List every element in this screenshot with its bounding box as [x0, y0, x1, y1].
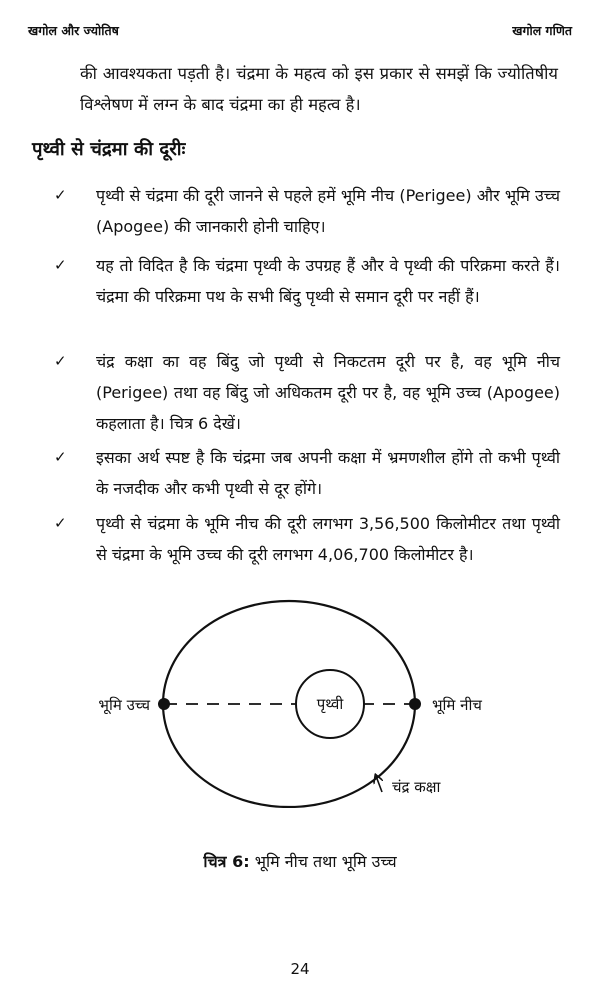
header-chapter-title: खगोल गणित	[512, 23, 572, 38]
list-item	[54, 180, 560, 242]
section-title: पृथ्वी से चंद्रमा की दूरीः	[32, 139, 186, 160]
check-icon: ✓	[54, 352, 67, 370]
orbit-diagram	[0, 588, 600, 808]
check-icon: ✓	[54, 448, 67, 466]
earth-label: पृथ्वी	[316, 695, 344, 713]
list-item	[54, 250, 560, 312]
list-item-text: पृथ्वी से चंद्रमा के भूमि नीच की दूरी लगभग 3,56,500 किलोमीटर तथा पृथ्वी से चंद्रमा के भूमि उच्च की दूरी लगभग 4,06,700 किलोमीटर है।	[96, 514, 560, 564]
apogee-label: भूमि उच्च	[98, 696, 150, 714]
perigee-label: भूमि नीच	[432, 696, 482, 714]
list-item	[54, 346, 560, 439]
list-item	[54, 442, 560, 504]
moon-orbit	[163, 601, 415, 807]
apogee-point	[158, 698, 170, 710]
list-item	[54, 508, 560, 570]
figure-caption-text: भूमि नीच तथा भूमि उच्च	[249, 852, 397, 871]
orbit-label: चंद्र कक्षा	[392, 778, 441, 796]
list-item-text: इसका अर्थ स्पष्ट है कि चंद्रमा जब अपनी कक्षा में भ्रमणशील होंगे तो कभी पृथ्वी के नजदीक और कभी पृथ्वी से दूर होंगे।	[96, 448, 560, 498]
header-book-title: खगोल और ज्योतिष	[28, 23, 119, 38]
check-icon: ✓	[54, 186, 67, 204]
figure-caption	[0, 850, 600, 872]
orbit-diagram-svg	[0, 588, 600, 808]
list-item-text: यह तो विदित है कि चंद्रमा पृथ्वी के उपग्रह हैं और वे पृथ्वी की परिक्रमा करते हैं। चंद्रमा की परिक्रमा पथ के सभी बिंदु पृथ्वी से समान दूरी पर नहीं हैं।	[96, 256, 560, 306]
perigee-point	[409, 698, 421, 710]
page-number: 24	[290, 960, 310, 978]
orbit-direction-arrow	[376, 776, 382, 792]
check-icon: ✓	[54, 514, 67, 532]
list-item-text: पृथ्वी से चंद्रमा की दूरी जानने से पहले हमें भूमि नीच (Perigee) और भूमि उच्च (Apogee) की जानकारी होनी चाहिए।	[96, 186, 560, 236]
intro-paragraph: की आवश्यकता पड़ती है। चंद्रमा के महत्व को इस प्रकार से समझें कि ज्योतिषीय विश्लेषण में लग्न के बाद चंद्रमा का ही महत्व है।	[80, 64, 558, 114]
check-icon: ✓	[54, 256, 67, 274]
list-item-text: चंद्र कक्षा का वह बिंदु जो पृथ्वी से निकटतम दूरी पर है, वह भूमि नीच (Perigee) तथा वह बिंदु जो अधिकतम दूरी पर है, वह भूमि उच्च (Apogee) कहलाता है। चित्र 6 देखें।	[96, 352, 560, 433]
figure-number: चित्र 6:	[203, 852, 250, 871]
page-header	[28, 22, 572, 40]
